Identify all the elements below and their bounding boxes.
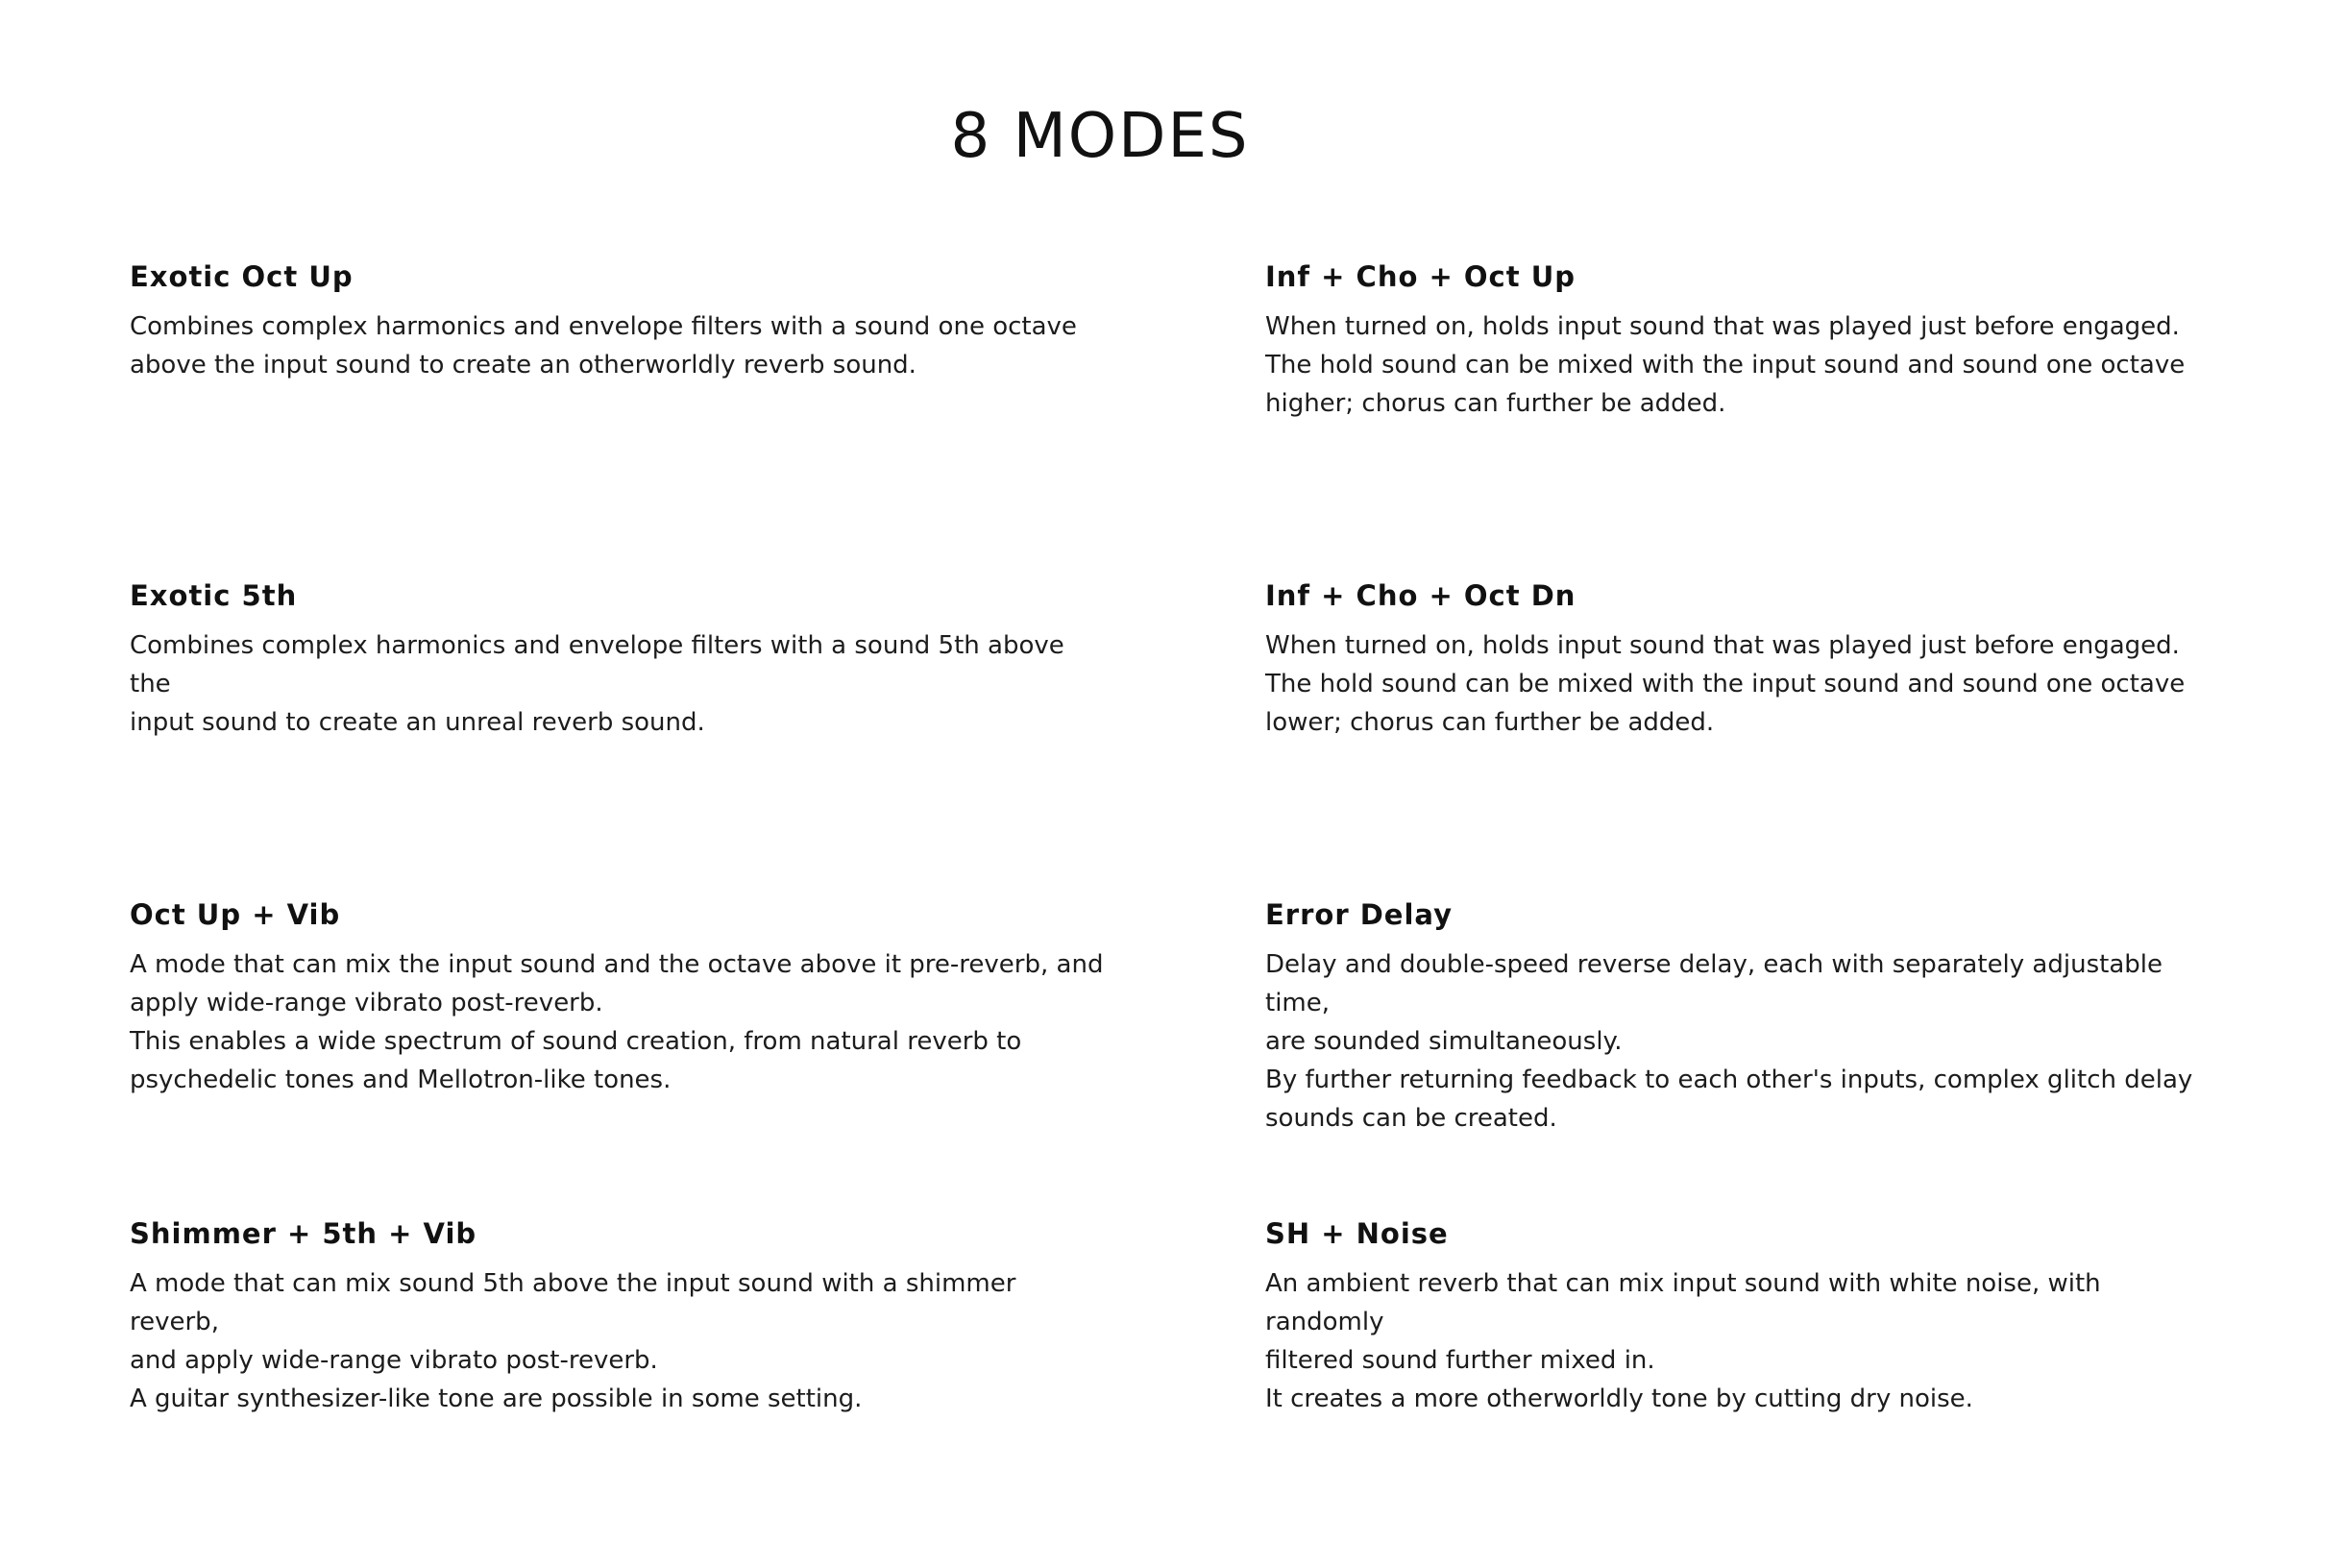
mode-inf-cho-oct-up — [1265, 257, 2226, 423]
mode-description: Combines complex harmonics and envelope filters with a sound 5th above the input sound to create an unreal reverb sound. — [130, 631, 1064, 737]
mode-name: Inf + Cho + Oct Dn — [1265, 579, 1576, 612]
mode-shimmer-5th-vib — [130, 1214, 1110, 1418]
mode-sh-noise — [1265, 1214, 2226, 1418]
mode-name: Shimmer + 5th + Vib — [130, 1217, 477, 1250]
mode-inf-cho-oct-dn — [1265, 576, 2226, 742]
mode-name: Exotic 5th — [130, 579, 298, 612]
mode-description: A mode that can mix sound 5th above the input sound with a shimmer reverb, and apply wide-range vibrato post-reverb. A guitar synthesizer-like tone are possible in some setting. — [130, 1269, 1016, 1413]
mode-exotic-5th — [130, 576, 1110, 742]
mode-description: Delay and double-speed reverse delay, each with separately adjustable time, are sounded simultaneously. By further returning feedback to each other's inputs, complex glitch delay sounds can be created. — [1265, 950, 2193, 1133]
mode-description: An ambient reverb that can mix input sound with white noise, with randomly filtered sound further mixed in. It creates a more otherworldly tone by cutting dry noise. — [1265, 1269, 2101, 1413]
mode-description: Combines complex harmonics and envelope filters with a sound one octave above the input sound to create an otherworldly reverb sound. — [130, 312, 1077, 380]
mode-name: Oct Up + Vib — [130, 898, 341, 931]
page-title: 8 MODES — [950, 101, 1250, 172]
mode-name: Exotic Oct Up — [130, 260, 354, 293]
mode-name: SH + Noise — [1265, 1217, 1449, 1250]
mode-description: A mode that can mix the input sound and the octave above it pre-reverb, and apply wide-range vibrato post-reverb. This enables a wide spectrum of sound creation, from natural reverb to psychedelic tones and Mellotron-like tones. — [130, 950, 1104, 1094]
mode-exotic-oct-up — [130, 257, 1110, 384]
mode-name: Inf + Cho + Oct Up — [1265, 260, 1576, 293]
mode-description: When turned on, holds input sound that was played just before engaged. The hold sound can be mixed with the input sound and sound one octave higher; chorus can further be added. — [1265, 312, 2186, 418]
mode-description: When turned on, holds input sound that was played just before engaged. The hold sound can be mixed with the input sound and sound one octave lower; chorus can further be added. — [1265, 631, 2186, 737]
mode-oct-up-vib — [130, 895, 1110, 1099]
mode-name: Error Delay — [1265, 898, 1453, 931]
mode-error-delay — [1265, 895, 2226, 1138]
